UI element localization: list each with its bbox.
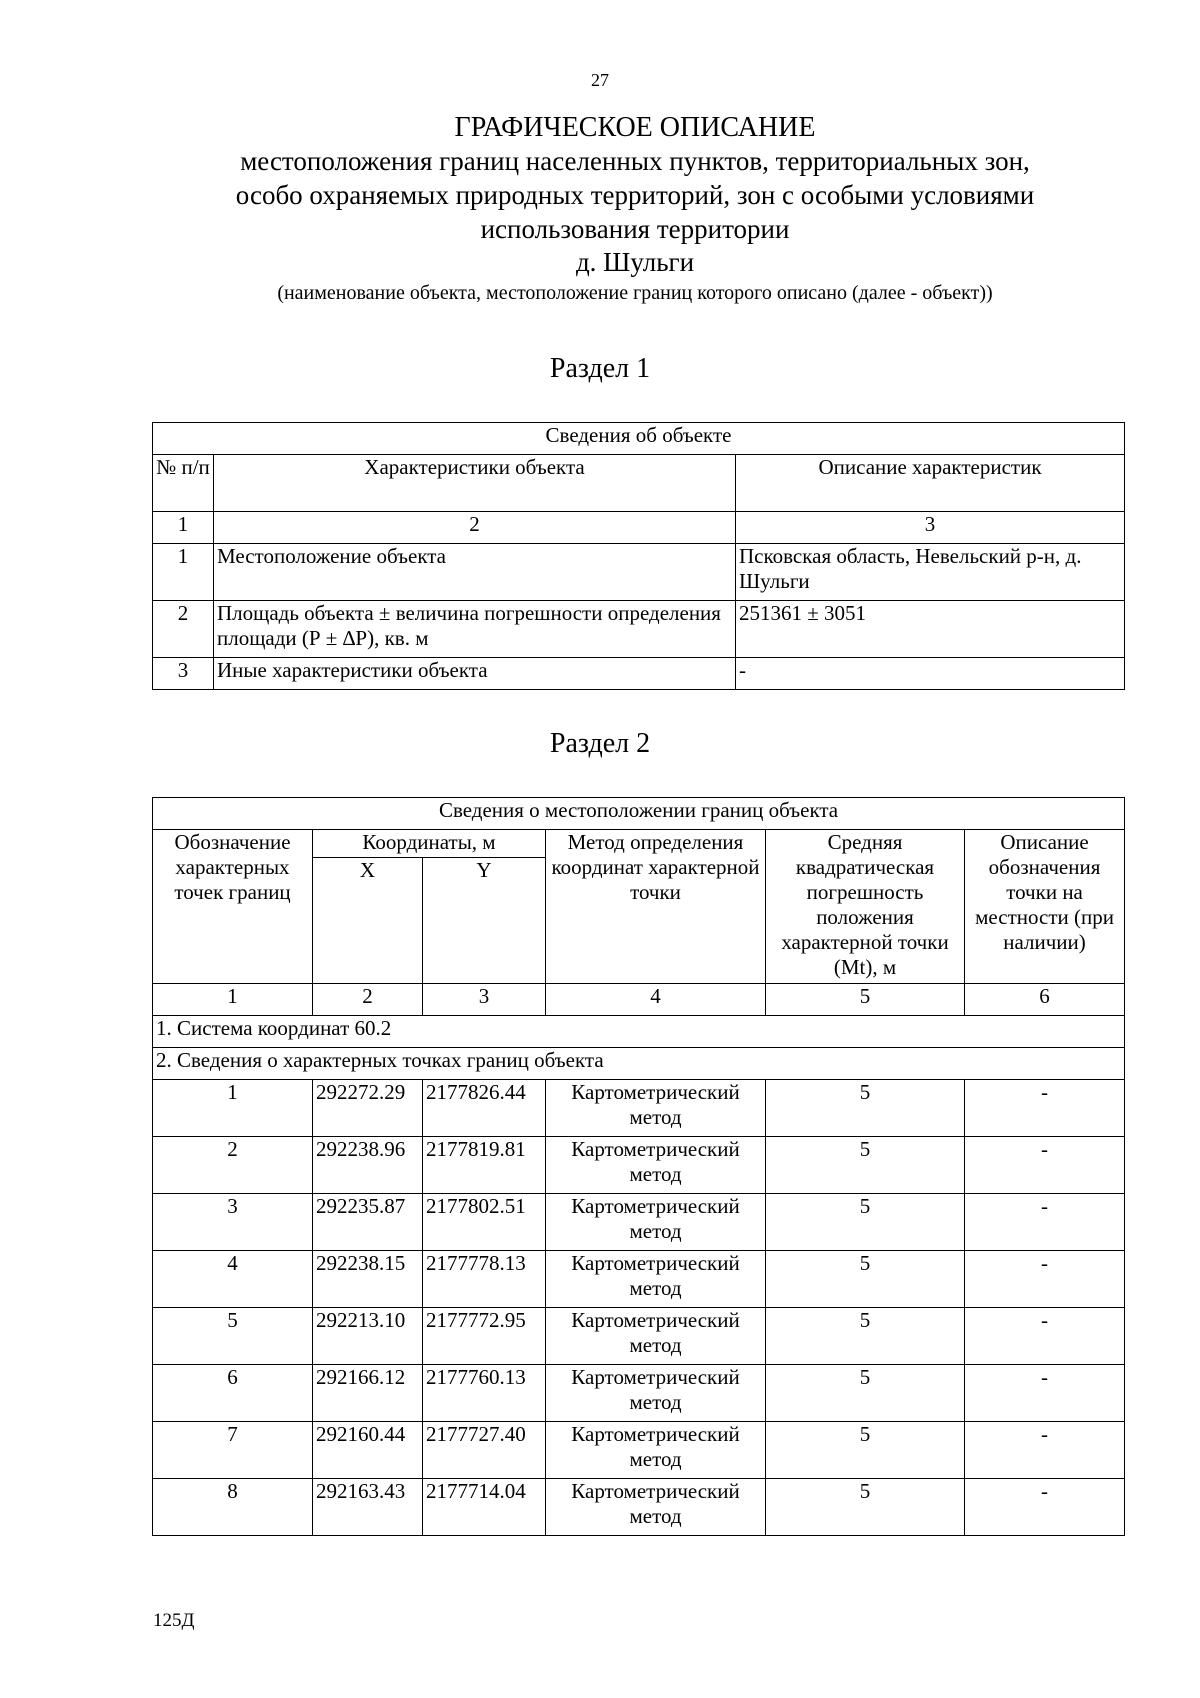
coordinate-system: 1. Система координат 60.2 xyxy=(153,1016,1125,1048)
x-coordinate: 292160.44 xyxy=(313,1422,423,1479)
x-coordinate: 292238.96 xyxy=(313,1137,423,1194)
col-header-coords: Координаты, м xyxy=(313,830,546,858)
col-number: 2 xyxy=(313,984,423,1016)
y-coordinate: 2177772.95 xyxy=(423,1308,546,1365)
col-number: 5 xyxy=(766,984,965,1016)
col-header-number: № п/п xyxy=(153,455,214,512)
point-description: - xyxy=(965,1479,1125,1536)
document-header xyxy=(150,112,1120,308)
mean-square-error: 5 xyxy=(766,1194,965,1251)
points-body xyxy=(153,1080,1125,1536)
method: Картометрический метод xyxy=(546,1308,766,1365)
row-number: 3 xyxy=(153,658,214,690)
table-row xyxy=(153,1137,1125,1194)
point-number: 4 xyxy=(153,1251,313,1308)
table-row xyxy=(153,1365,1125,1422)
mean-square-error: 5 xyxy=(766,1422,965,1479)
subtitle-line: особо охраняемых природных территорий, зон с особыми условиями xyxy=(235,180,1035,210)
col-header-method: Метод определения координат характерной точки xyxy=(546,830,766,984)
y-coordinate: 2177826.44 xyxy=(423,1080,546,1137)
row-number: 1 xyxy=(153,544,214,601)
boundary-points-table xyxy=(152,797,1125,1536)
col-header-description: Описание характеристик xyxy=(736,455,1125,512)
object-info-table xyxy=(152,422,1125,690)
col-header-error: Средняя квадратическая погрешность положения характерной точки (Мt), м xyxy=(766,830,965,984)
col-header-description: Описание обозначения точки на местности (при наличии) xyxy=(965,830,1125,984)
method: Картометрический метод xyxy=(546,1479,766,1536)
table-row xyxy=(153,1251,1125,1308)
method: Картометрический метод xyxy=(546,1422,766,1479)
col-number: 1 xyxy=(153,512,214,544)
table-row xyxy=(153,1308,1125,1365)
method: Картометрический метод xyxy=(546,1251,766,1308)
table-row xyxy=(153,658,1125,690)
y-coordinate: 2177802.51 xyxy=(423,1194,546,1251)
mean-square-error: 5 xyxy=(766,1479,965,1536)
row-number: 2 xyxy=(153,601,214,658)
point-description: - xyxy=(965,1365,1125,1422)
method: Картометрический метод xyxy=(546,1080,766,1137)
row-characteristic: Иные характеристики объекта xyxy=(214,658,736,690)
x-coordinate: 292235.87 xyxy=(313,1194,423,1251)
x-coordinate: 292166.12 xyxy=(313,1365,423,1422)
col-number: 6 xyxy=(965,984,1125,1016)
subtitle-line: местоположения границ населенных пунктов, территориальных зон, xyxy=(240,146,1030,176)
section-2-heading: Раздел 2 xyxy=(549,728,651,759)
point-description: - xyxy=(965,1137,1125,1194)
x-coordinate: 292238.15 xyxy=(313,1251,423,1308)
footer-code: 125Д xyxy=(153,1610,195,1631)
point-number: 5 xyxy=(153,1308,313,1365)
point-number: 1 xyxy=(153,1080,313,1137)
subtitle-line: использования территории xyxy=(480,214,790,244)
y-coordinate: 2177819.81 xyxy=(423,1137,546,1194)
method: Картометрический метод xyxy=(546,1194,766,1251)
row-value: 251361 ± 3051 xyxy=(736,601,1125,658)
points-title: 2. Сведения о характерных точках границ объекта xyxy=(153,1048,1125,1080)
table-row xyxy=(153,1422,1125,1479)
method: Картометрический метод xyxy=(546,1137,766,1194)
col-header-point: Обозначение характерных точек границ xyxy=(153,830,313,984)
mean-square-error: 5 xyxy=(766,1080,965,1137)
col-number: 3 xyxy=(736,512,1125,544)
y-coordinate: 2177714.04 xyxy=(423,1479,546,1536)
point-number: 2 xyxy=(153,1137,313,1194)
point-number: 8 xyxy=(153,1479,313,1536)
table-row xyxy=(153,601,1125,658)
table-title: Сведения о местоположении границ объекта xyxy=(153,798,1125,830)
mean-square-error: 5 xyxy=(766,1308,965,1365)
table-row xyxy=(153,544,1125,601)
x-coordinate: 292272.29 xyxy=(313,1080,423,1137)
table-row xyxy=(153,1194,1125,1251)
table-title: Сведения об объекте xyxy=(153,423,1125,455)
page-number: 27 xyxy=(591,70,609,90)
row-characteristic: Местоположение объекта xyxy=(214,544,736,601)
mean-square-error: 5 xyxy=(766,1137,965,1194)
x-coordinate: 292213.10 xyxy=(313,1308,423,1365)
mean-square-error: 5 xyxy=(766,1251,965,1308)
y-coordinate: 2177778.13 xyxy=(423,1251,546,1308)
object-name: д. Шульги xyxy=(575,247,695,277)
col-number: 2 xyxy=(214,512,736,544)
point-description: - xyxy=(965,1422,1125,1479)
row-characteristic: Площадь объекта ± величина погрешности определения площади (Р ± ∆Р), кв. м xyxy=(214,601,736,658)
col-number: 3 xyxy=(423,984,546,1016)
row-value: - xyxy=(736,658,1125,690)
col-header-characteristic: Характеристики объекта xyxy=(214,455,736,512)
y-coordinate: 2177727.40 xyxy=(423,1422,546,1479)
mean-square-error: 5 xyxy=(766,1365,965,1422)
row-value: Псковская область, Невельский р-н, д. Шульги xyxy=(736,544,1125,601)
table-row xyxy=(153,1479,1125,1536)
table-row xyxy=(153,1080,1125,1137)
point-number: 6 xyxy=(153,1365,313,1422)
document-title: ГРАФИЧЕСКОЕ ОПИСАНИЕ xyxy=(454,112,816,143)
object-note: (наименование объекта, местоположение границ которого описано (далее - объект)) xyxy=(277,282,993,304)
point-description: - xyxy=(965,1308,1125,1365)
col-number: 4 xyxy=(546,984,766,1016)
point-description: - xyxy=(965,1080,1125,1137)
point-description: - xyxy=(965,1251,1125,1308)
col-header-x: X xyxy=(313,858,423,984)
col-number: 1 xyxy=(153,984,313,1016)
method: Картометрический метод xyxy=(546,1365,766,1422)
point-number: 3 xyxy=(153,1194,313,1251)
x-coordinate: 292163.43 xyxy=(313,1479,423,1536)
point-number: 7 xyxy=(153,1422,313,1479)
y-coordinate: 2177760.13 xyxy=(423,1365,546,1422)
section-1-heading: Раздел 1 xyxy=(549,353,651,384)
col-header-y: Y xyxy=(423,858,546,984)
point-description: - xyxy=(965,1194,1125,1251)
